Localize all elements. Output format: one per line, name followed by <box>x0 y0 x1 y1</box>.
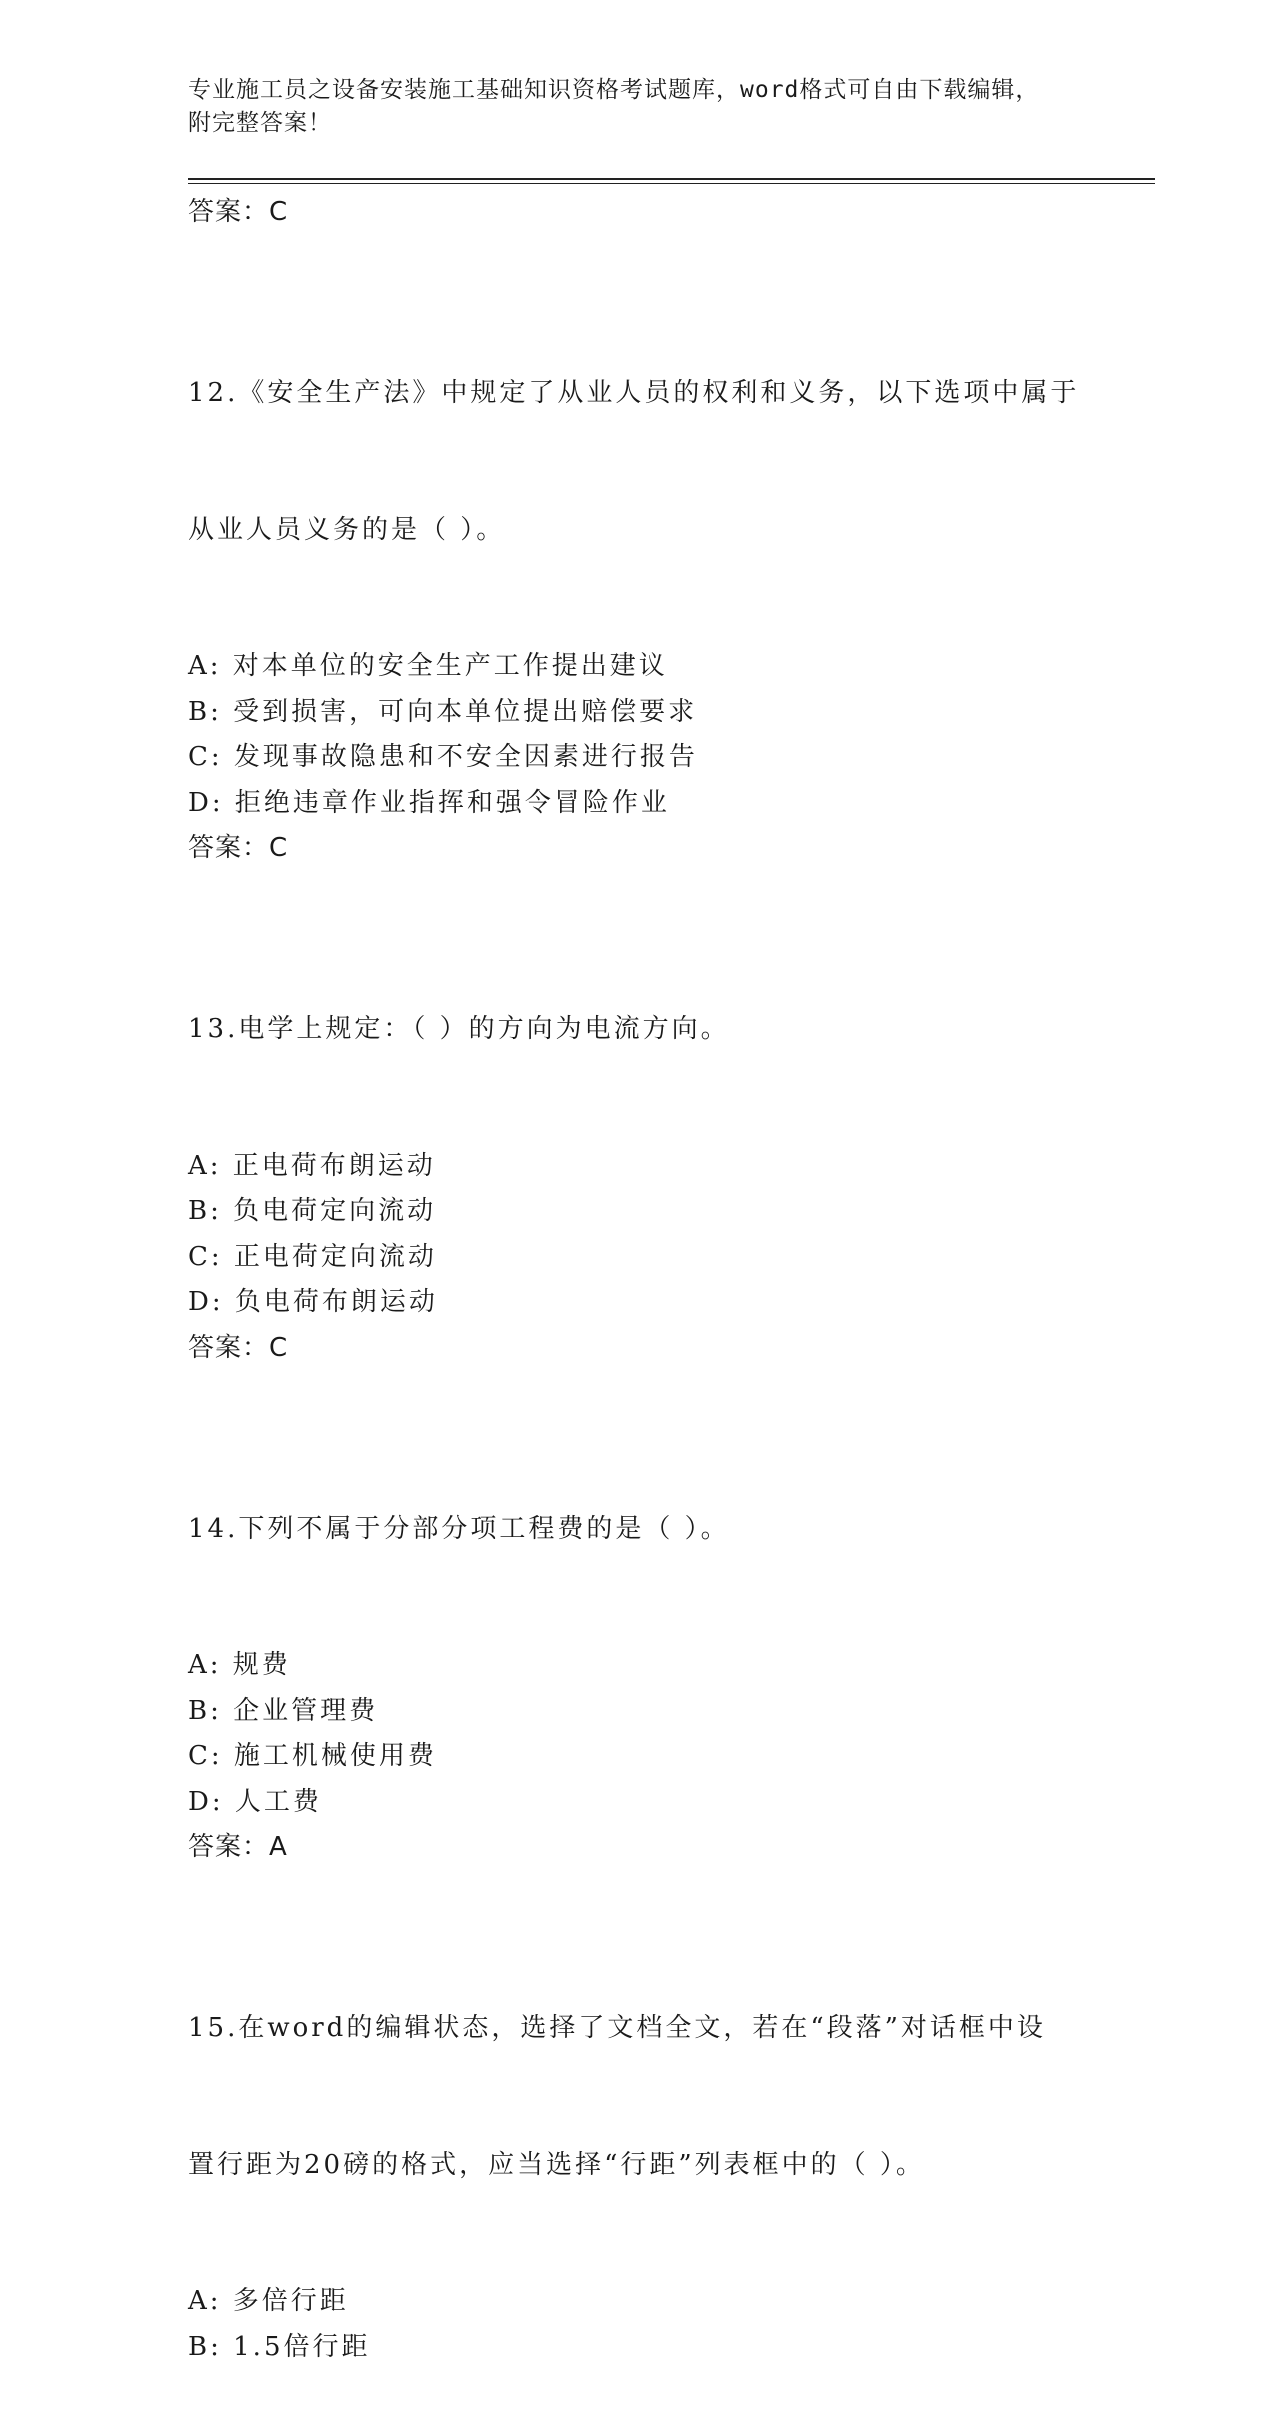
question-12 <box>188 280 1088 870</box>
question-stem <box>188 916 1088 1144</box>
header-line-1: 专业施工员之设备安装施工基础知识资格考试题库，word格式可自由下载编辑， <box>188 77 1040 103</box>
option-c: C: 发现事故隐患和不安全因素进行报告 <box>188 742 698 772</box>
option-b: B: 受到损害，可向本单位提出赔偿要求 <box>188 696 698 727</box>
option-d: D: 人工费 <box>188 1786 322 1817</box>
option-b: B: 负电荷定向流动 <box>188 1196 437 1226</box>
header-divider-thin <box>188 183 1155 184</box>
question-stem-line: 置行距为20磅的格式，应当选择“行距”列表框中的（ ）。 <box>188 2149 925 2180</box>
question-stem <box>188 1915 1088 2279</box>
answer-previous-question: 答案：C <box>188 197 289 227</box>
answer-text: 答案：C <box>188 1332 289 1363</box>
answer-text: 答案：A <box>188 1832 288 1862</box>
question-stem <box>188 280 1088 644</box>
question-13 <box>188 916 1088 1370</box>
header-divider-thick <box>188 178 1155 180</box>
question-stem-line: 从业人员义务的是（ ）。 <box>188 514 506 545</box>
question-stem-line: 14.下列不属于分部分项工程费的是（ ）。 <box>188 1513 730 1544</box>
question-15 <box>188 1915 1088 2370</box>
question-stem-line: 15.在word的编辑状态，选择了文档全文，若在“段落”对话框中设 <box>188 2013 1046 2043</box>
option-b: B: 企业管理费 <box>188 1695 379 1726</box>
option-a: A: 正电荷布朗运动 <box>188 1150 436 1181</box>
header-line-2: 附完整答案！ <box>188 110 332 136</box>
option-a: A: 对本单位的安全生产工作提出建议 <box>188 651 668 681</box>
question-stem <box>188 1416 1088 1644</box>
option-d: D: 负电荷布朗运动 <box>188 1287 438 1317</box>
question-14 <box>188 1416 1088 1870</box>
option-c: C: 正电荷定向流动 <box>188 1241 437 1272</box>
option-b: B: 1.5倍行距 <box>188 2331 371 2362</box>
option-d: D: 拒绝违章作业指挥和强令冒险作业 <box>188 787 670 818</box>
question-stem-line: 12.《安全生产法》中规定了从业人员的权利和义务，以下选项中属于 <box>188 378 1080 408</box>
document-header <box>188 74 1088 140</box>
option-a: A: 规费 <box>188 1650 291 1680</box>
option-c: C: 施工机械使用费 <box>188 1741 437 1771</box>
question-list <box>188 280 1088 2416</box>
option-a: A: 多倍行距 <box>188 2286 349 2316</box>
answer-text: 答案：C <box>188 833 289 863</box>
question-stem-line: 13.电学上规定：（ ）的方向为电流方向。 <box>188 1014 730 1044</box>
